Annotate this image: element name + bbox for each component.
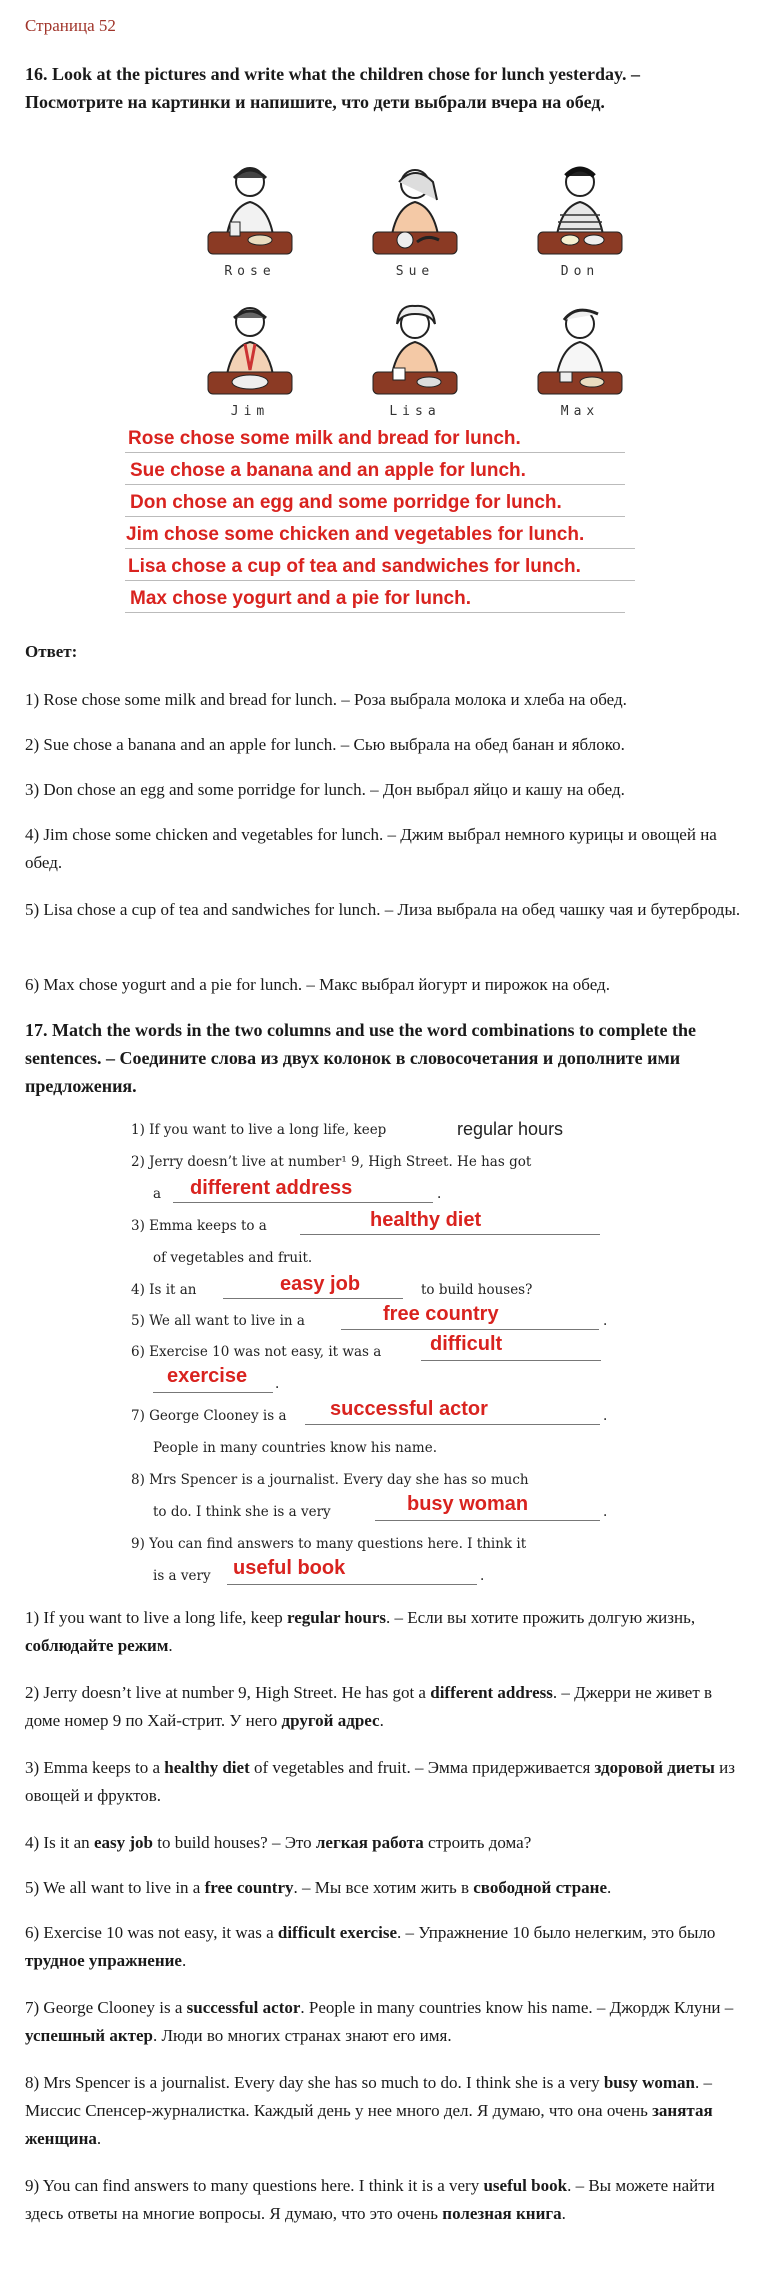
exercise-line: 6) Exercise 10 was not easy, it was a	[131, 1344, 382, 1360]
fill-answer: difficult	[430, 1333, 503, 1355]
blank-line	[341, 1329, 599, 1330]
child-picture-jim	[190, 300, 310, 430]
exercise-line: 9) You can find answers to many questions here. I think it	[131, 1536, 527, 1552]
exercise-line: 2) Jerry doesn’t live at number¹ 9, High Street. He has got	[131, 1154, 532, 1170]
exercise-line: 4) Is it an	[131, 1282, 197, 1298]
answer-underline	[125, 516, 625, 517]
child-picture-lisa	[355, 300, 475, 430]
exercise-line: to build houses?	[421, 1282, 533, 1298]
child-picture-max	[520, 300, 640, 430]
child-name: Max	[560, 404, 600, 419]
exercise-17-box: 1) If you want to live a long life, keep regular hours 2) Jerry doesn’t live at number¹ 9, High Street. He has got a . different address 3) Emma keeps to a healthy diet of vegetables and fruit. 4) Is it an easy job to build houses? 5) We all want to live in a . free country 6) Exercise 10 was not easy, it was a difficult . exercise 7) George Clooney is a . successful actor People in many countries know his name. 8) Mrs Spencer is a journalist. Every day she has so much to do. I think she is a very . busy woman 9) You can find answers to many questions here. I think it is a very . useful book	[131, 1119, 608, 1584]
answer-underline	[125, 484, 625, 485]
answer-item: 1) Rose chose some milk and bread for lunch. – Роза выбрала молока и хлеба на обед.	[25, 690, 627, 709]
task17-heading: 17. Match the words in the two columns and use the word combinations to complete the sentences. – Соедините слова из двух колонок в словосочетания и дополните ими предложения.	[25, 1020, 696, 1096]
answer-item: 5) We all want to live in a free country. – Мы все хотим жить в свободной стране.	[25, 1878, 612, 1897]
fill-answer: busy woman	[407, 1493, 529, 1515]
fill-answer: easy job	[280, 1273, 361, 1295]
answer-item: 3) Don chose an egg and some porridge for lunch. – Дон выбрал яйцо и кашу на обед.	[25, 780, 625, 799]
child-picture-sue	[355, 160, 475, 290]
answer-item: 2) Jerry doesn’t live at number 9, High Street. He has got a different address. – Джерри не живет в доме номер 9 по Хай-стрит. У него другой адрес.	[25, 1683, 713, 1730]
answer-item: 6) Max chose yogurt and a pie for lunch. – Макс выбрал йогурт и пирожок на обед.	[25, 975, 610, 994]
answer-label: Ответ:	[25, 642, 78, 661]
answer-item: 2) Sue chose a banana and an apple for lunch. – Сью выбрала на обед банан и яблоко.	[25, 735, 625, 754]
answer-underline	[125, 548, 635, 549]
blank-line	[305, 1424, 600, 1425]
written-answer-line: Lisa chose a cup of tea and sandwiches for lunch.	[128, 556, 581, 577]
answer-item: 3) Emma keeps to a healthy diet of vegetables and fruit. – Эмма придерживается здоровой диеты из овощей и фруктов.	[25, 1758, 735, 1805]
exercise-line: 8) Mrs Spencer is a journalist. Every day she has so much	[131, 1472, 529, 1488]
task16-heading: 16. Look at the pictures and write what the children chose for lunch yesterday. – Посмотрите на картинки и напишите, что дети выбрали вчера на обед.	[25, 64, 640, 112]
child-picture-don	[520, 160, 640, 290]
fill-answer: healthy diet	[370, 1209, 482, 1231]
fill-answer: successful actor	[330, 1398, 488, 1420]
child-picture-rose	[190, 160, 310, 290]
written-answer-line: Rose chose some milk and bread for lunch.	[128, 428, 521, 449]
exercise-line: 3) Emma keeps to a	[131, 1218, 267, 1234]
blank-line	[300, 1234, 600, 1235]
answer-underline	[125, 580, 635, 581]
blank-line	[421, 1360, 601, 1361]
blank-line	[153, 1392, 273, 1393]
written-answer-line: Sue chose a banana and an apple for lunch.	[130, 460, 526, 481]
exercise-line: to do. I think she is a very	[153, 1504, 331, 1520]
answer-item: 4) Is it an easy job to build houses? – Это легкая работа строить дома?	[25, 1833, 532, 1852]
handwritten-answer: regular hours	[457, 1119, 564, 1139]
exercise-line: 5) We all want to live in a	[131, 1313, 305, 1329]
fill-answer: exercise	[167, 1365, 248, 1387]
answer-item: 6) Exercise 10 was not easy, it was a difficult exercise. – Упражнение 10 было нелегким, это было трудное упражнение.	[25, 1923, 716, 1970]
children-pictures	[170, 160, 670, 620]
answer-item: 8) Mrs Spencer is a journalist. Every day she has so much to do. I think she is a very busy woman. – Миссис Спенсер-журналистка. Каждый день у нее много дел. Я думаю, что она очень занятая женщина.	[25, 2073, 713, 2148]
exercise-line: People in many countries know his name.	[153, 1440, 437, 1456]
child-name: Lisa	[389, 404, 441, 419]
written-answer-line: Don chose an egg and some porridge for lunch.	[130, 492, 562, 513]
blank-line	[223, 1298, 403, 1299]
answer-item: 5) Lisa chose a cup of tea and sandwiches for lunch. – Лиза выбрала на обед чашку чая и бутерброды.	[25, 900, 741, 919]
answer-item: 7) George Clooney is a successful actor. People in many countries know his name. – Джордж Клуни – успешный актер. Люди во многих странах знают его имя.	[25, 1998, 734, 2045]
child-name: Rose	[224, 264, 276, 279]
child-name: Don	[560, 264, 600, 279]
blank-line	[173, 1202, 433, 1203]
answer-underline	[125, 612, 625, 613]
written-answer-line: Max chose yogurt and a pie for lunch.	[130, 588, 471, 609]
exercise-line: is a very	[153, 1568, 211, 1584]
written-answer-line: Jim chose some chicken and vegetables for lunch.	[126, 524, 585, 545]
blank-line	[227, 1584, 477, 1585]
answer-underline	[125, 452, 625, 453]
exercise-line: 1) If you want to live a long life, keep	[131, 1122, 387, 1138]
exercise-line: of vegetables and fruit.	[153, 1250, 313, 1266]
fill-answer: useful book	[233, 1557, 346, 1579]
blank-line	[375, 1520, 600, 1521]
page-number: Страница 52	[25, 16, 116, 35]
child-name: Jim	[230, 404, 270, 419]
exercise-line: 7) George Clooney is a	[131, 1408, 287, 1424]
answer-item: 1) If you want to live a long life, keep regular hours. – Если вы хотите прожить долгую жизнь, соблюдайте режим.	[25, 1608, 696, 1655]
fill-answer: free country	[383, 1303, 499, 1325]
fill-answer: different address	[190, 1177, 353, 1199]
exercise-line: a	[153, 1186, 162, 1202]
answer-item: 4) Jim chose some chicken and vegetables for lunch. – Джим выбрал немного курицы и овощей на обед.	[25, 825, 717, 872]
answer-item: 9) You can find answers to many questions here. I think it is a very useful book. – Вы можете найти здесь ответы на многие вопросы. Я думаю, что это очень полезная книга.	[25, 2176, 715, 2223]
child-name: Sue	[395, 264, 435, 279]
